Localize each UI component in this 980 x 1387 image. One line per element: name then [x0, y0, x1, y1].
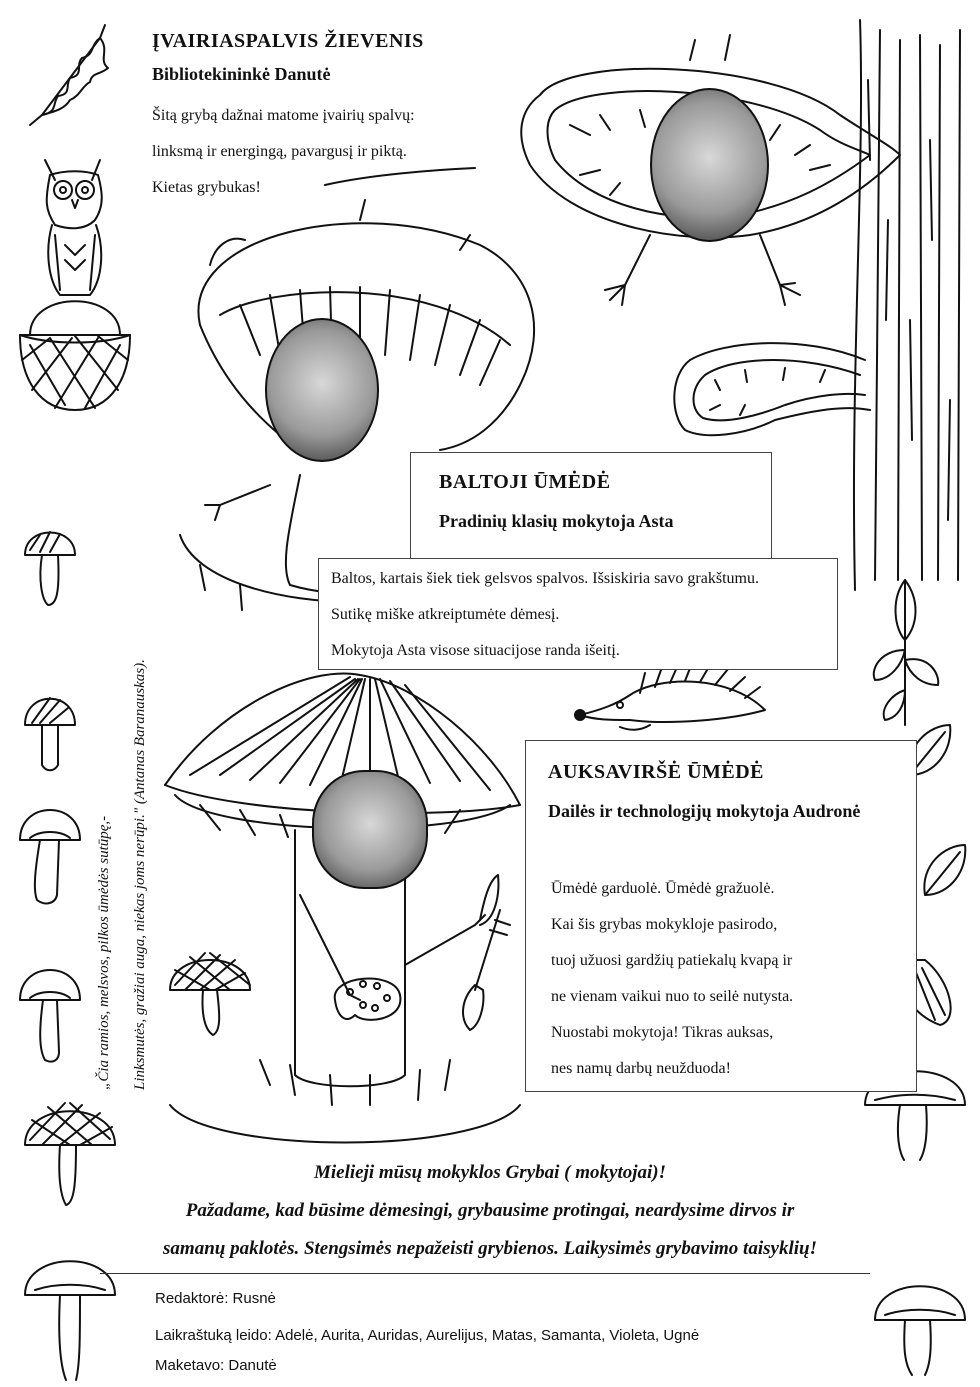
owl-icon: [30, 150, 120, 310]
section-1-line: linksmą ir energingą, pavargusį ir piktą.: [152, 143, 407, 160]
section-2-subtitle: Pradinių klasių mokytoja Asta: [439, 511, 674, 531]
section-3-line: tuoj užuosi gardžių patiekalų kvapą ir: [551, 952, 793, 969]
section-1-line: Kietas grybukas!: [152, 179, 261, 196]
quote-line-1: „Čia ramios, melsvos, pilkos ūmėdės sutūpę,-: [96, 815, 112, 1090]
mushroom-dark-large-icon: [20, 1095, 120, 1215]
quote-line-2: Linksmutės, gražiai auga, niekas joms nerūpi." (Antanas Baranauskas).: [132, 659, 148, 1090]
section-1-title: ĮVAIRIASPALVIS ŽIEVENIS: [152, 30, 424, 52]
bracket-fungus-bottom-icon: [665, 340, 875, 450]
mushroom-small-1-icon: [20, 520, 80, 610]
oak-leaf-icon: [20, 20, 120, 130]
portrait-danute: [650, 88, 769, 242]
credits-editor: Redaktorė: Rusnė: [155, 1290, 276, 1307]
section-2-line: Sutikę miške atkreiptumėte dėmesį.: [331, 606, 560, 623]
section-2-title: BALTOJI ŪMĖDĖ: [439, 471, 611, 493]
credits-layout: Maketavo: Danutė: [155, 1357, 277, 1374]
portrait-audrone: [312, 770, 428, 889]
portrait-asta: [265, 318, 379, 462]
section-3-subtitle: Dailės ir technologijų mokytoja Audronė: [548, 801, 861, 821]
basket-icon: [10, 290, 140, 420]
section-3-line: Nuostabi mokytoja! Tikras auksas,: [551, 1024, 774, 1041]
message-line-2: Pažadame, kad būsime dėmesingi, grybausime protingai, neardysime dirvos ir: [185, 1200, 795, 1221]
section-3-line: Ūmėdė garduolė. Ūmėdė gražuolė.: [551, 880, 775, 897]
message-line-3: samanų paklotės. Stengsimės nepažeisti grybienos. Laikysimės grybavimo taisyklių!: [163, 1238, 817, 1259]
section-1-line: Šitą grybą dažnai matome įvairių spalvų:: [152, 107, 415, 124]
section-2-header-box: [410, 452, 772, 569]
section-2-line: Baltos, kartais šiek tiek gelsvos spalvos. Išsiskiria savo grakštumu.: [331, 570, 759, 587]
message-line-1: Mielieji mūsų mokyklos Grybai ( mokytojai)!: [313, 1162, 667, 1183]
section-2-body-box: [318, 558, 838, 670]
section-1-textbox: [140, 30, 502, 215]
section-1-subtitle: Bibliotekininkė Danutė: [152, 64, 331, 84]
section-2-body: [331, 561, 831, 669]
section-3-body: [551, 871, 911, 1087]
divider-line: [100, 1273, 870, 1274]
paint-palette-icon: [325, 970, 405, 1030]
section-3-line: nes namų darbų neužduoda!: [551, 1060, 731, 1077]
credits-publishers: Laikraštuką leido: Adelė, Aurita, Auridas, Aurelijus, Matas, Samanta, Violeta, Ugnė: [155, 1327, 700, 1344]
mushroom-small-3-icon: [15, 800, 85, 910]
mushroom-small-4-icon: [15, 960, 85, 1070]
section-3-line: ne vienam vaikui nuo to seilė nutysta.: [551, 988, 794, 1005]
mushroom-bottom-left-icon: [20, 1245, 120, 1385]
leaf-icon-2: [920, 840, 970, 900]
section-2-line: Mokytoja Asta visose situacijose randa išeitį.: [331, 642, 620, 659]
hedgehog-icon: [570, 665, 780, 735]
section-3-title: AUKSAVIRŠĖ ŪMĖDĖ: [548, 761, 765, 783]
section-3-box: [525, 740, 917, 1092]
mushroom-small-2-icon: [20, 690, 80, 780]
section-1-body: [152, 98, 512, 206]
paintbrush-icon: [455, 905, 515, 1035]
section-3-line: Kai šis grybas mokykloje pasirodo,: [551, 916, 778, 933]
mushroom-bottom-right-icon: [870, 1270, 970, 1380]
